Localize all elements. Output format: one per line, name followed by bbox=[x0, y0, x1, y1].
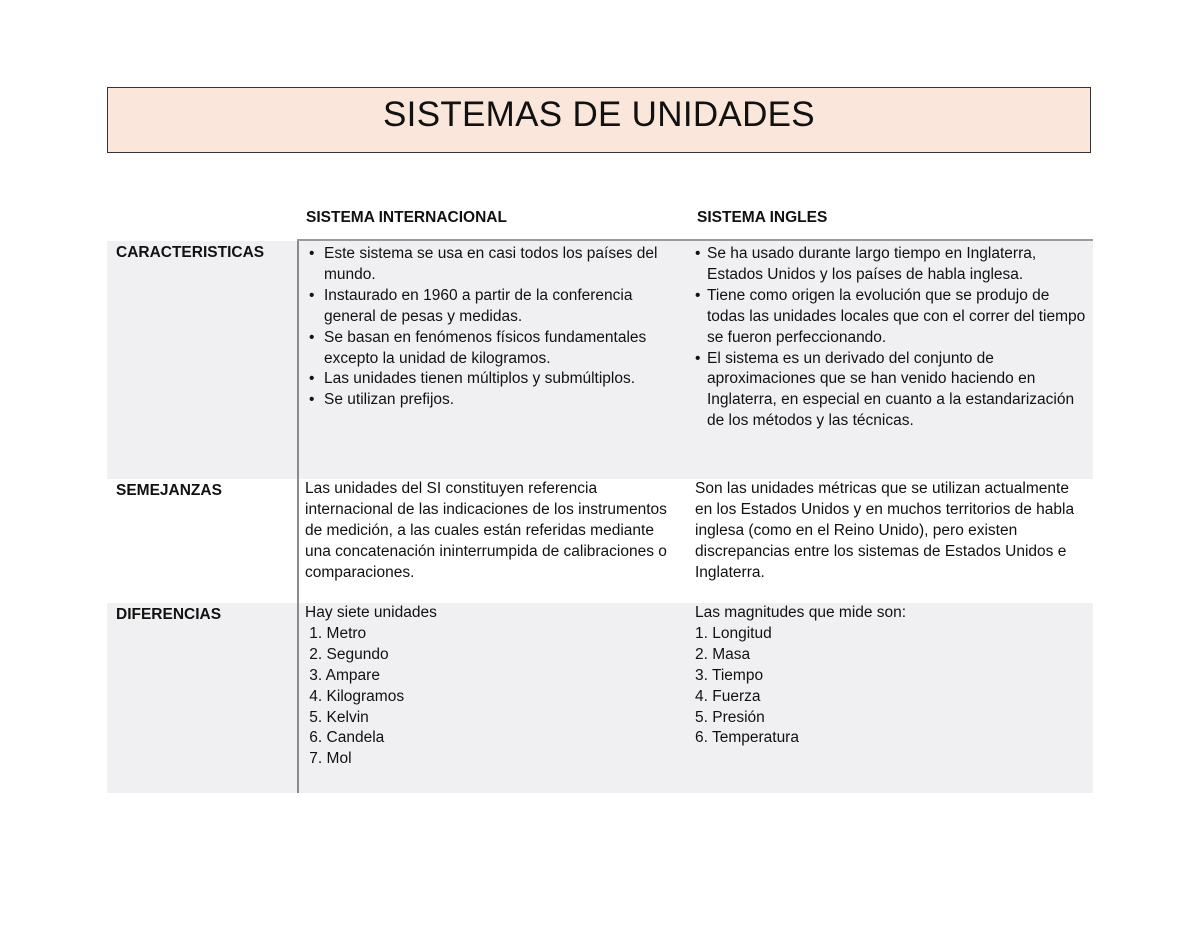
list-item: • Se basan en fenómenos físicos fundamentales excepto la unidad de kilogramos. bbox=[309, 328, 647, 367]
bullet-list bbox=[695, 244, 1090, 432]
list-item: 2. Segundo bbox=[305, 645, 389, 663]
title-box bbox=[107, 87, 1091, 153]
bullet-list bbox=[305, 244, 677, 411]
row-label: DIFERENCIAS bbox=[116, 606, 222, 623]
column-divider bbox=[297, 603, 299, 793]
cell-si-semejanzas: Las unidades del SI constituyen referencia internacional de las indicaciones de los instrumentos de medición, a las cuales están referidas mediante una concatenación ininterrumpida de calibraciones o comparaciones. bbox=[305, 480, 667, 581]
list-item: 2. Masa bbox=[695, 645, 751, 663]
column-header-ingles: SISTEMA INGLES bbox=[697, 209, 828, 226]
cell-ingles-diferencias bbox=[695, 603, 1090, 749]
column-header-si: SISTEMA INTERNACIONAL bbox=[306, 209, 507, 226]
row-label: SEMEJANZAS bbox=[116, 482, 222, 499]
column-divider bbox=[297, 479, 299, 603]
list-item: 4. Kilogramos bbox=[305, 687, 405, 705]
list-item: • Las unidades tienen múltiplos y submúltiplos. bbox=[309, 370, 636, 388]
list-intro: Hay siete unidades bbox=[305, 604, 437, 621]
list-item: 1. Metro bbox=[305, 624, 367, 642]
list-item: • Se ha usado durante largo tiempo en Inglaterra, Estados Unidos y los países de habla inglesa. bbox=[695, 245, 1037, 283]
cell-ingles-caracteristicas bbox=[695, 244, 1090, 432]
numbered-list bbox=[305, 624, 677, 770]
list-item: 1. Longitud bbox=[695, 624, 772, 642]
list-item: • Se utilizan prefijos. bbox=[309, 391, 455, 409]
list-item: 4. Fuerza bbox=[695, 687, 761, 705]
list-item: 6. Temperatura bbox=[695, 729, 799, 747]
row-diferencias bbox=[107, 603, 1093, 793]
list-intro: Las magnitudes que mide son: bbox=[695, 604, 907, 621]
list-item: • El sistema es un derivado del conjunto de aproximaciones que se han venido haciendo en Inglaterra, en especial en cuanto a la estandarización de los métodos y las técnicas. bbox=[695, 349, 1075, 430]
cell-si-caracteristicas bbox=[305, 244, 677, 411]
cell-ingles-semejanzas: Son las unidades métricas que se utilizan actualmente en los Estados Unidos y en muchos territorios de habla inglesa (como en el Reino Unido), pero existen discrepancias entre los sistemas de Estados Unidos e Inglaterra. bbox=[695, 480, 1075, 581]
list-item: • Instaurado en 1960 a partir de la conferencia general de pesas y medidas. bbox=[309, 286, 633, 325]
list-item: 6. Candela bbox=[305, 729, 385, 747]
row-label: CARACTERISTICAS bbox=[116, 244, 265, 261]
comparison-table bbox=[107, 239, 1093, 793]
page-title: SISTEMAS DE UNIDADES bbox=[383, 95, 815, 134]
list-item: 5. Presión bbox=[695, 708, 765, 726]
numbered-list bbox=[695, 624, 1090, 749]
list-item: 7. Mol bbox=[305, 750, 352, 768]
list-item: 5. Kelvin bbox=[305, 708, 369, 726]
list-item: 3. Tiempo bbox=[695, 666, 764, 684]
list-item: • Tiene como origen la evolución que se produjo de todas las unidades locales que con el correr del tiempo se fueron perfeccionando. bbox=[695, 286, 1086, 346]
row-caracteristicas bbox=[107, 241, 1093, 479]
column-divider bbox=[297, 241, 299, 479]
list-item: 3. Ampare bbox=[305, 666, 380, 684]
cell-si-diferencias bbox=[305, 603, 677, 770]
list-item: • Este sistema se usa en casi todos los países del mundo. bbox=[309, 245, 658, 283]
row-semejanzas bbox=[107, 479, 1093, 603]
